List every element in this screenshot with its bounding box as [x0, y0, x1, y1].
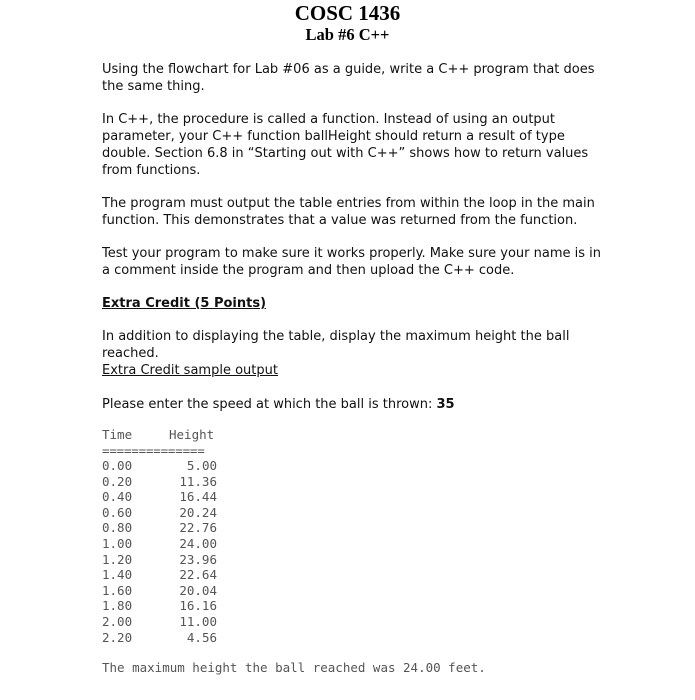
table-row [102, 505, 242, 521]
table-row [102, 536, 242, 552]
row-time: 0.40 [102, 489, 133, 505]
row-height: 16.44 [179, 489, 217, 505]
instruction-paragraph-4: Test your program to make sure it works properly. Make sure your name is in a comment inside the program and then upload the C++ code. [102, 246, 602, 278]
instruction-paragraph-3: The program must output the table entries from within the loop in the main function. This demonstrates that a value was returned from the function. [102, 196, 595, 228]
table-row [102, 474, 242, 490]
table-row [102, 614, 242, 630]
instruction-paragraph-2: In C++, the procedure is called a function. Instead of using an output parameter, your C++ function ballHeight should return a result of type double. Section 6.8 in “Starting out with C++” shows how to return values from functions. [102, 112, 589, 178]
row-height: 20.24 [179, 504, 217, 520]
column-header-time: Time [102, 427, 133, 442]
row-time: 1.80 [102, 598, 133, 614]
table-row [102, 630, 242, 646]
row-height: 11.00 [179, 613, 217, 629]
sample-output-label: Extra Credit sample output [102, 363, 278, 378]
row-time: 0.20 [102, 473, 133, 489]
row-height: 22.64 [179, 567, 217, 583]
height-table [102, 458, 242, 645]
speed-value: 35 [436, 397, 455, 412]
row-time: 1.60 [102, 582, 133, 598]
course-title: COSC 1436 [294, 1, 401, 25]
prompt-text: Please enter the speed at which the ball is thrown: [102, 397, 437, 412]
row-height: 20.04 [179, 582, 217, 598]
table-row [102, 567, 242, 583]
row-time: 2.20 [102, 629, 133, 645]
extra-credit-paragraph: In addition to displaying the table, display the maximum height the ball reached. [102, 329, 570, 361]
row-height: 23.96 [179, 551, 217, 567]
lab-title: Lab #6 C++ [305, 25, 390, 44]
table-row [102, 489, 242, 505]
row-time: 1.20 [102, 551, 133, 567]
table-divider: ============== [102, 443, 205, 458]
instruction-paragraph-1: Using the flowchart for Lab #06 as a guide, write a C++ program that does the same thing. [102, 62, 595, 94]
table-row [102, 598, 242, 614]
max-height-line: The maximum height the ball reached was 24.00 feet. [102, 660, 486, 675]
row-time: 0.80 [102, 520, 133, 536]
row-height: 16.16 [179, 598, 217, 614]
table-row [102, 520, 242, 536]
row-time: 1.00 [102, 535, 133, 551]
speed-prompt [102, 396, 602, 413]
row-height: 11.36 [179, 473, 217, 489]
table-row [102, 458, 242, 474]
row-height: 24.00 [179, 535, 217, 551]
table-row [102, 583, 242, 599]
row-time: 1.40 [102, 567, 133, 583]
row-time: 0.00 [102, 458, 133, 473]
row-time: 2.00 [102, 613, 133, 629]
row-height: 22.76 [179, 520, 217, 536]
row-height: 5.00 [186, 458, 217, 473]
table-row [102, 552, 242, 568]
row-height: 4.56 [186, 629, 217, 645]
column-header-height: Height [169, 427, 215, 442]
row-time: 0.60 [102, 504, 133, 520]
extra-credit-heading: Extra Credit (5 Points) [102, 296, 267, 311]
